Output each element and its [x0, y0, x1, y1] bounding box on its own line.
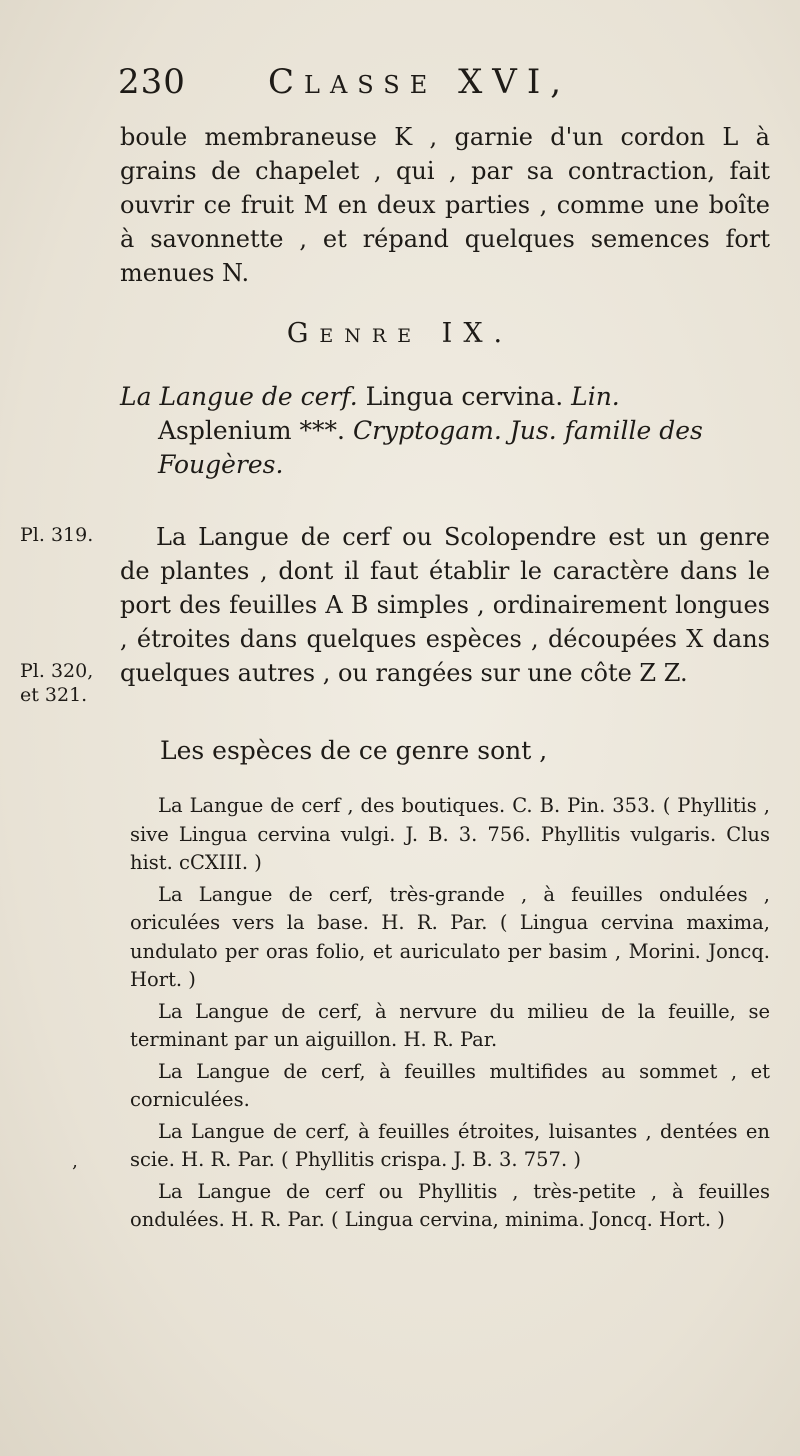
- stray-mark: ‚: [72, 1151, 78, 1172]
- genus-title: [120, 380, 770, 482]
- species-entry: La Langue de cerf ou Phyllitis , très-petite , à feuilles ondulées. H. R. Par. ( Lingua cervina, minima. Joncq. Hort. ): [130, 1179, 770, 1231]
- species-entry: La Langue de cerf, à feuilles étroites, luisantes , dentées en scie. H. R. Par. ( Phyllitis crispa. J. B. 3. 757. ): [130, 1119, 770, 1171]
- genre-heading: Genre IX.: [286, 318, 514, 349]
- margin-note-pl-319: Pl. 319.: [20, 524, 94, 546]
- species-entry: La Langue de cerf, à feuilles multifides au sommet , et corniculées.: [130, 1059, 770, 1111]
- species-entry: La Langue de cerf, à nervure du milieu de la feuille, se terminant par un aiguillon. H. R. Par.: [130, 999, 770, 1051]
- species-entry: La Langue de cerf, très-grande , à feuilles ondulées , oriculées vers la base. H. R. Par. ( Lingua cervina maxima, undulato per oras folio, et auriculato per basim , Morini. Joncq. Hort. ): [130, 882, 770, 991]
- species-entry: La Langue de cerf , des boutiques. C. B. Pin. 353. ( Phyllitis , sive Lingua cervina vulgi. J. B. 3. 756. Phyllitis vulgaris. Clus hist. cCXIII. ): [130, 794, 770, 874]
- species-list: [130, 792, 770, 1238]
- genus-description: La Langue de cerf ou Scolopendre est un genre de plantes , dont il faut établir le caractère dans le port des feuilles A B simples , ordinairement longues , étroites dans quelques espèces , découpées X dans quelques autres , ou rangées sur une côte Z Z.: [120, 523, 770, 687]
- intro-paragraph: boule membraneuse K , garnie d'un cordon L à grains de chapelet , qui , par sa contraction, fait ouvrir ce fruit M en deux parties , comme une boîte à savonnette , et répand quelques semences fort menues N.: [120, 123, 770, 287]
- margin-note-pl-320: Pl. 320,: [20, 660, 94, 682]
- genus-title-line-1: La Langue de cerf. Lingua cervina. Lin.: [120, 382, 620, 411]
- running-title: Classe XVI,: [268, 62, 572, 102]
- margin-note-pl-321: et 321.: [20, 684, 88, 706]
- species-heading: Les espèces de ce genre sont ,: [160, 736, 548, 765]
- genus-title-line-2: Asplenium ***. Cryptogam. Jus. famille des Fougères.: [158, 416, 703, 479]
- page-number: 230: [118, 62, 186, 102]
